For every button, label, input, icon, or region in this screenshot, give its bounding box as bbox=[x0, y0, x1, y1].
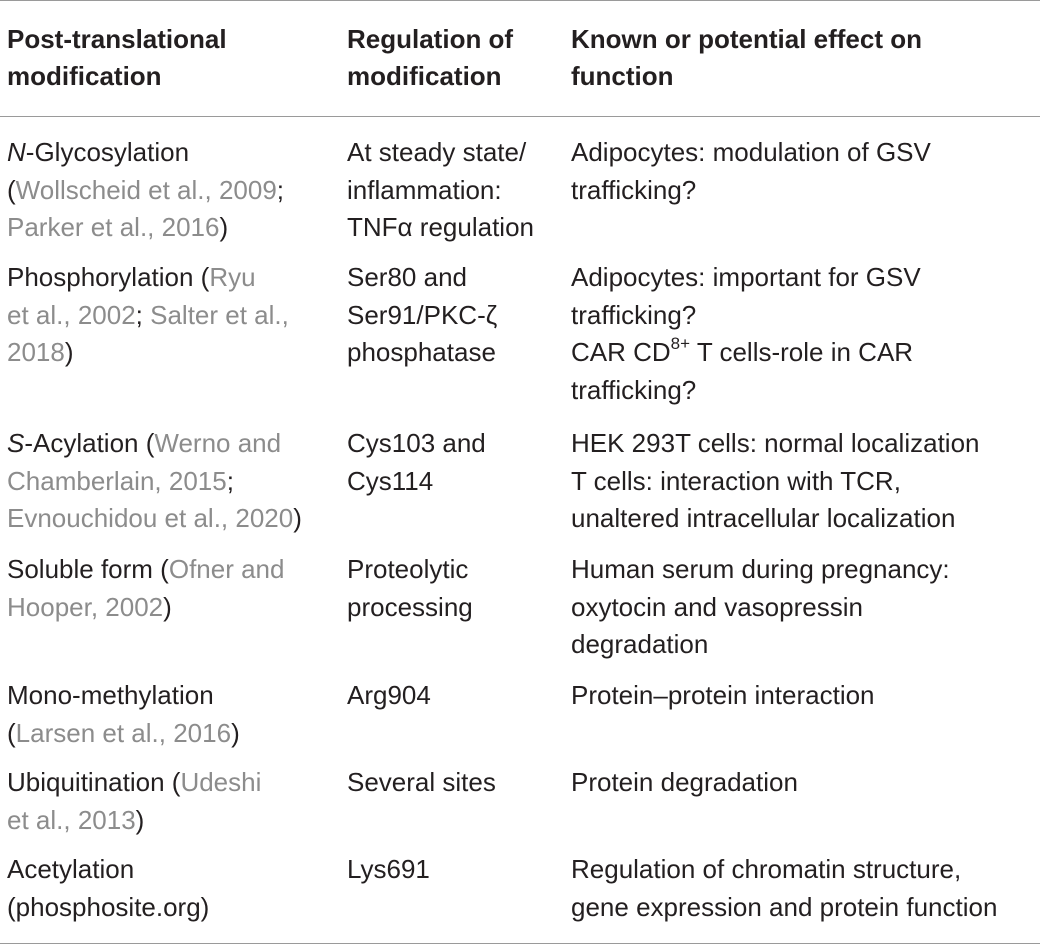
citation-link[interactable]: Chamberlain, 2015 bbox=[7, 465, 227, 496]
table-row-2-regulation: Ser80 and Ser91/PKC-ζ phosphatase bbox=[347, 262, 498, 367]
header-rule bbox=[0, 116, 1040, 117]
citation-link[interactable]: et al., 2013 bbox=[7, 804, 136, 835]
table-row-7-modification: Acetylation (phosphosite.org) bbox=[7, 854, 210, 922]
table-row-6-regulation: Several sites bbox=[347, 767, 496, 797]
table-row-4-modification: Soluble form (Ofner and Hooper, 2002) bbox=[7, 554, 285, 622]
table-row-3-modification: S-Acylation (Werno and Chamberlain, 2015; Evnouchidou et al., 2020) bbox=[7, 428, 302, 533]
table-row-7-effect: Regulation of chromatin structure, gene expression and protein function bbox=[571, 854, 998, 922]
table-row-5-modification: Mono-methylation (Larsen et al., 2016) bbox=[7, 680, 240, 748]
citation-link[interactable]: Wollscheid et al., 2009 bbox=[15, 174, 277, 205]
table-bottom-rule bbox=[0, 943, 1040, 944]
table-row-4-regulation: Proteolytic processing bbox=[347, 554, 473, 622]
citation-link[interactable]: Larsen et al., 2016 bbox=[15, 717, 232, 748]
citation-link[interactable]: Evnouchidou et al., 2020 bbox=[7, 503, 294, 533]
table-row-1-effect: Adipocytes: modulation of GSV trafficking? bbox=[571, 137, 931, 205]
header-regulation: Regulation of modification bbox=[347, 24, 514, 91]
table-row-6-modification: Ubiquitination (Udeshi et al., 2013) bbox=[7, 767, 262, 835]
table-row-4-effect: Human serum during pregnancy: oxytocin and vasopressin degradation bbox=[571, 554, 950, 659]
citation-link[interactable]: Ryu bbox=[209, 262, 256, 292]
header-modification: Post-translational modification bbox=[7, 24, 227, 91]
table-row-3-regulation: Cys103 and Cys114 bbox=[347, 428, 486, 496]
citation-link[interactable]: 2018 bbox=[7, 337, 65, 367]
table-row-5-regulation: Arg904 bbox=[347, 680, 431, 710]
table-top-rule bbox=[0, 0, 1040, 1]
table-row-5-effect: Protein–protein interaction bbox=[571, 680, 875, 710]
citation-link[interactable]: et al., 2002 bbox=[7, 299, 136, 330]
table-row-2-modification: Phosphorylation (Ryu et al., 2002; Salter et al., 2018) bbox=[7, 262, 289, 367]
table-row-6-effect: Protein degradation bbox=[571, 767, 798, 797]
citation-link[interactable]: Ofner and bbox=[168, 554, 285, 584]
table-row-7-regulation: Lys691 bbox=[347, 854, 430, 884]
table-row-2-effect: Adipocytes: important for GSV trafficking? CAR $CD^{8+}$ T cells-role in CAR trafficking? bbox=[571, 262, 921, 405]
citation-link[interactable]: Salter et al., bbox=[150, 299, 289, 330]
header-effect: Known or potential effect on function bbox=[571, 24, 922, 91]
table-row-1-regulation: At steady state/ inflammation: TNFα regulation bbox=[347, 137, 534, 242]
table-row-1-modification: N-Glycosylation (Wollscheid et al., 2009; Parker et al., 2016) bbox=[7, 137, 285, 242]
citation-link[interactable]: Hooper, 2002 bbox=[7, 591, 164, 622]
citation-link[interactable]: Werno and bbox=[154, 428, 282, 458]
citation-link[interactable]: Udeshi bbox=[180, 767, 262, 797]
citation-link[interactable]: Parker et al., 2016 bbox=[7, 212, 220, 242]
table-row-3-effect: HEK 293T cells: normal localization T cells: interaction with TCR, unaltered intracellular localization bbox=[571, 428, 980, 533]
